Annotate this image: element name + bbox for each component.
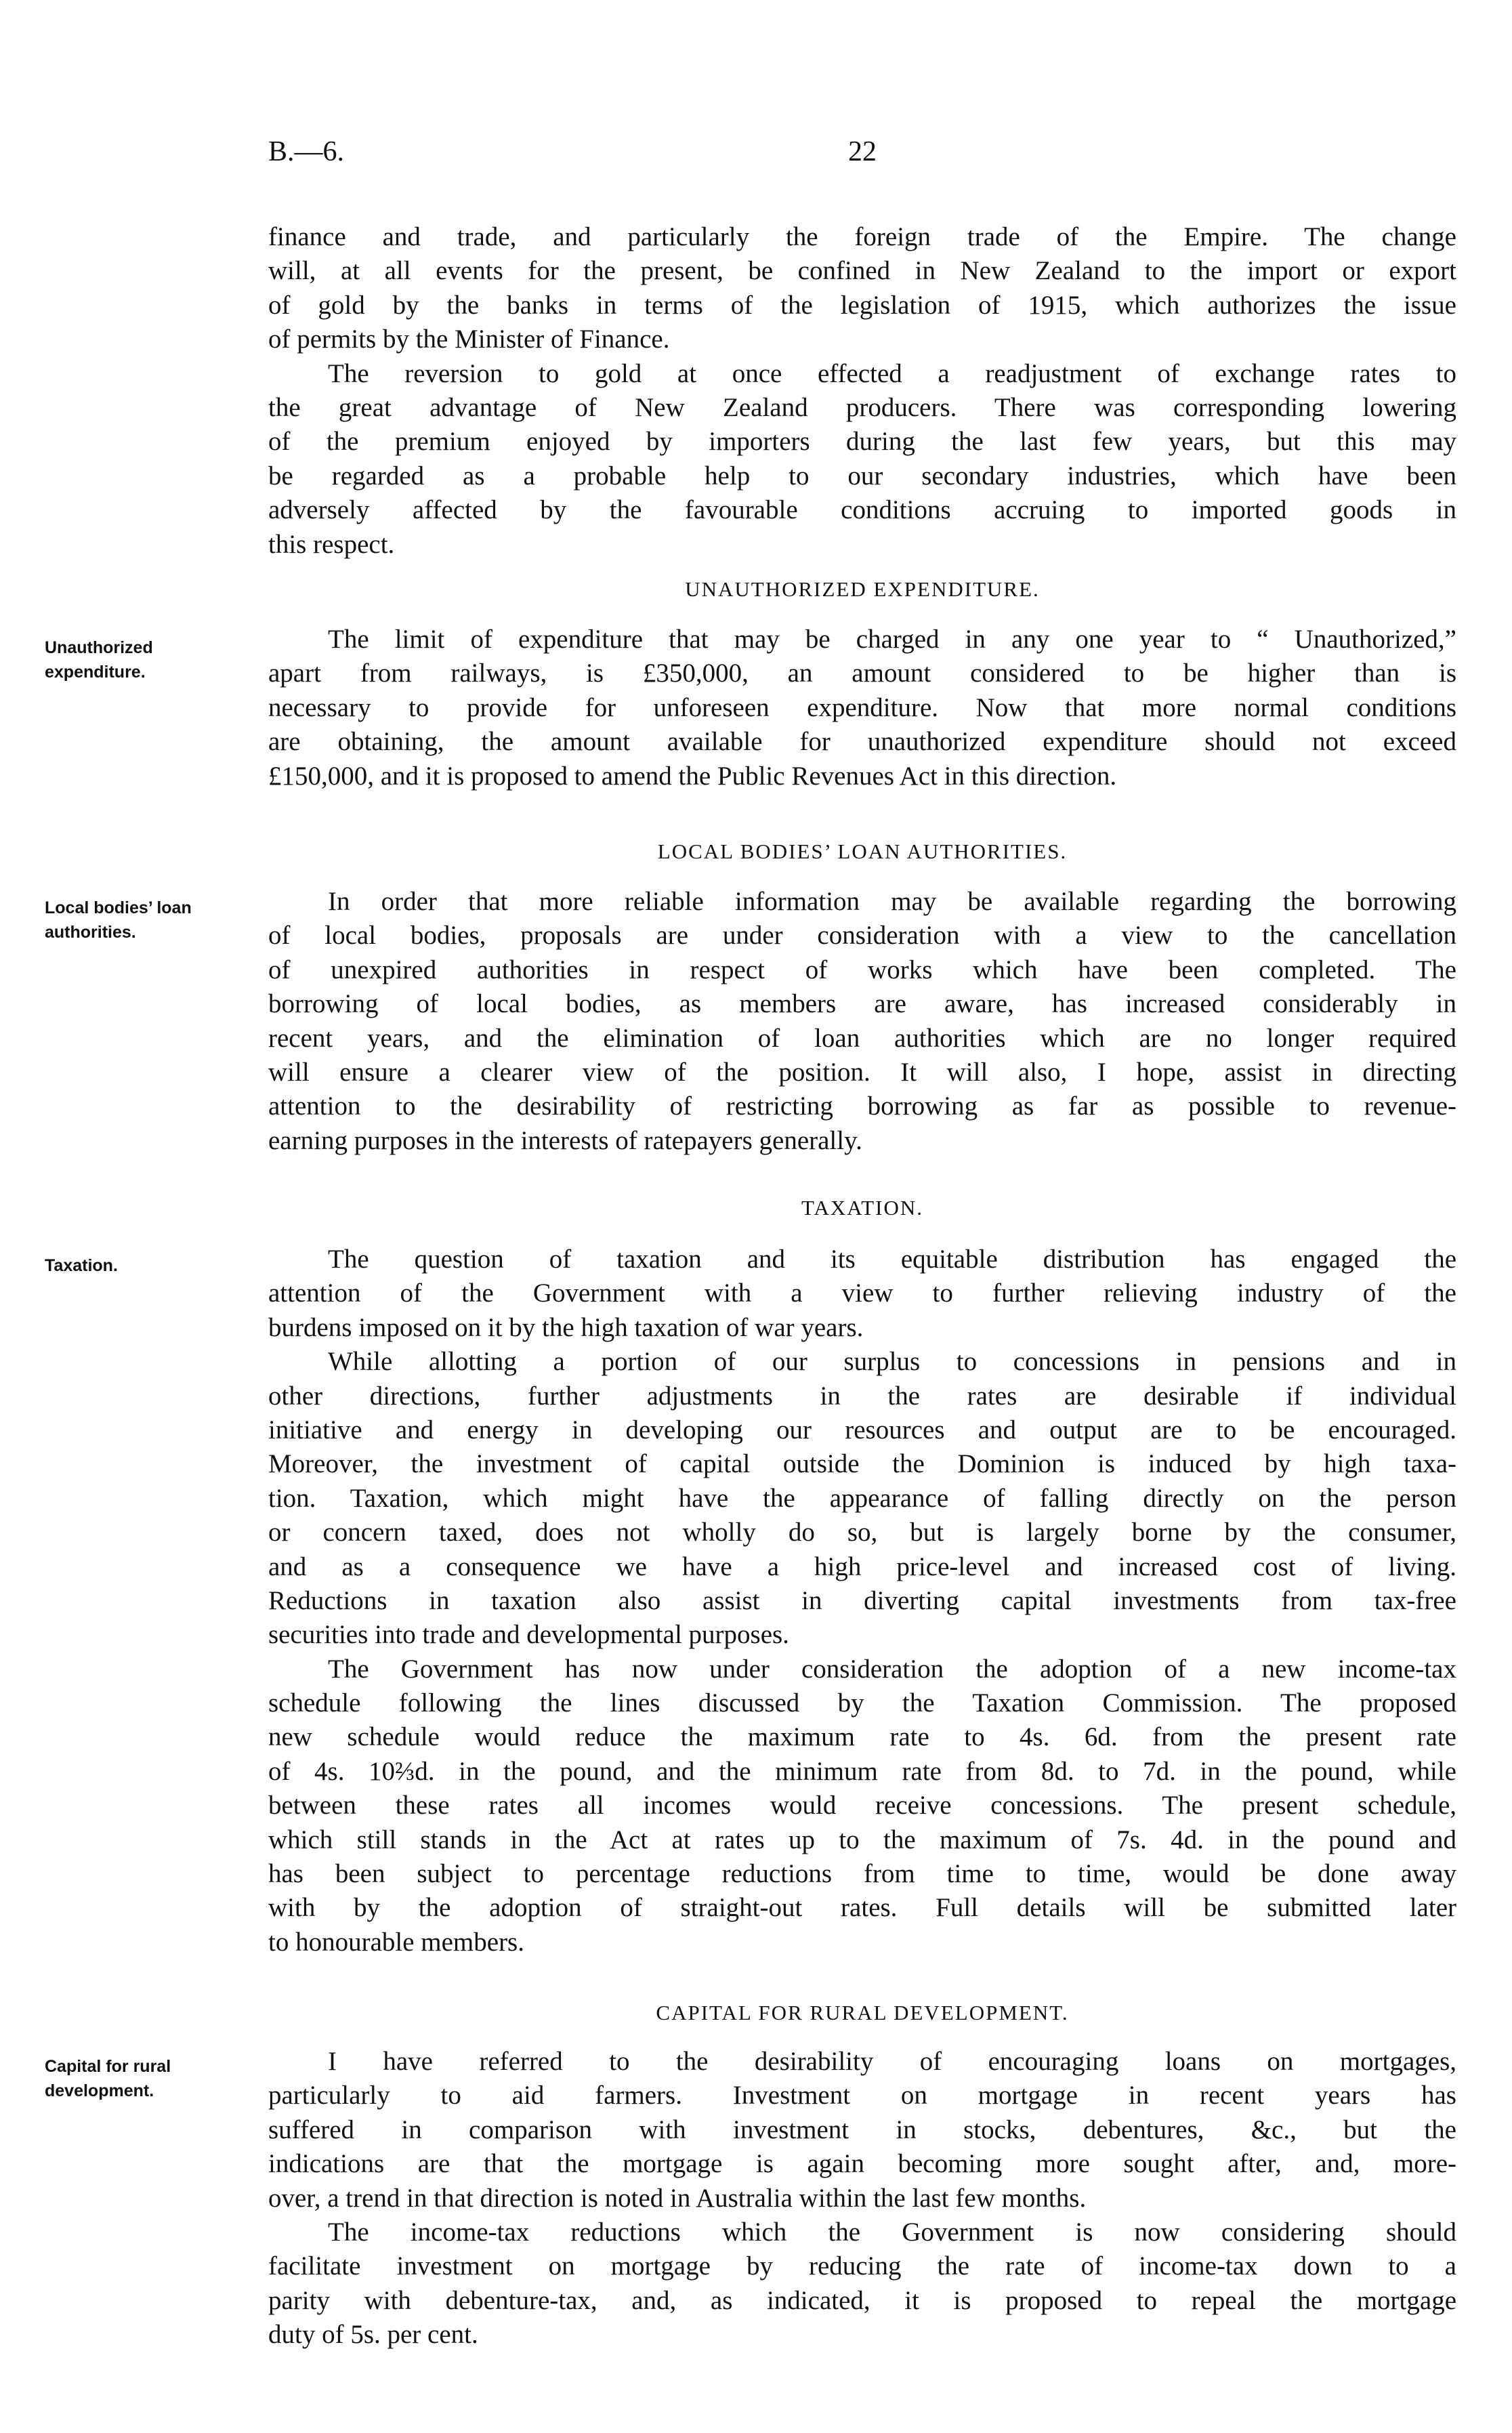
paragraph — [268, 357, 1456, 562]
text-line: be regarded as a probable help to our secondary industries, which have been — [268, 461, 1456, 491]
text-line: tion. Taxation, which might have the appearance of falling directly on the person — [268, 1483, 1456, 1513]
margin-note — [45, 2054, 241, 2103]
text-line: of unexpired authorities in respect of works which have been completed. The — [268, 955, 1456, 984]
section-body — [268, 1243, 1456, 1959]
text-line: to honourable members. — [268, 1927, 524, 1957]
margin-note-line: Capital for rural — [45, 2057, 171, 2076]
text-line: which still stands in the Act at rates up to the maximum of 7s. 4d. in the pound and — [268, 1825, 1456, 1854]
text-line: Reductions in taxation also assist in diverting capital investments from tax-free — [268, 1585, 1456, 1615]
margin-note — [45, 636, 241, 684]
page-number: 22 — [848, 136, 877, 167]
section-body — [268, 885, 1456, 1158]
text-line: I have referred to the desirability of encouraging loans on mortgages, — [328, 2047, 1456, 2076]
margin-note — [45, 1253, 241, 1278]
paragraph — [268, 1652, 1456, 1960]
text-line: and as a consequence we have a high price-level and increased cost of living. — [268, 1552, 1456, 1581]
text-line: of gold by the banks in terms of the legislation of 1915, which authorizes the issue — [268, 290, 1456, 320]
text-line: of 4s. 10⅔d. in the pound, and the minimum rate from 8d. to 7d. in the pound, while — [268, 1756, 1456, 1786]
text-line: indications are that the mortgage is again becoming more sought after, and, more- — [268, 2149, 1456, 2179]
paragraph — [268, 2045, 1456, 2216]
text-line: of the premium enjoyed by importers during the last few years, but this may — [268, 427, 1456, 457]
section-heading: LOCAL BODIES’ LOAN AUTHORITIES. — [657, 839, 1068, 863]
text-line: The reversion to gold at once effected a readjustment of exchange rates to — [328, 358, 1456, 388]
text-line: are obtaining, the amount available for unauthorized expenditure should not exceed — [268, 727, 1456, 757]
section-body — [268, 2045, 1456, 2352]
text-line: the great advantage of New Zealand producers. There was corresponding lowering — [268, 392, 1456, 422]
margin-note-line: Unauthorized — [45, 638, 153, 657]
section-heading: UNAUTHORIZED EXPENDITURE. — [685, 577, 1040, 601]
text-line: with by the adoption of straight-out rates. Full details will be submitted later — [268, 1893, 1456, 1923]
margin-note-line: Local bodies’ loan — [45, 898, 192, 917]
text-line: While allotting a portion of our surplus to concessions in pensions and in — [328, 1347, 1456, 1377]
text-line: In order that more reliable information may be available regarding the borrowing — [328, 887, 1456, 916]
text-line: burdens imposed on it by the high taxation of war years. — [268, 1312, 864, 1342]
text-line: earning purposes in the interests of ratepayers generally. — [268, 1125, 862, 1155]
section-heading: TAXATION. — [801, 1196, 923, 1220]
paragraph — [268, 885, 1456, 1158]
margin-note-line: development. — [45, 2081, 154, 2100]
margin-note-line: authorities. — [45, 923, 136, 942]
text-line: initiative and energy in developing our resources and output are to be encouraged. — [268, 1415, 1456, 1444]
text-line: borrowing of local bodies, as members are aware, has increased considerably in — [268, 989, 1456, 1019]
text-line: schedule following the lines discussed by the Taxation Commission. The proposed — [268, 1688, 1456, 1718]
text-line: duty of 5s. per cent. — [268, 2320, 478, 2350]
paragraph — [268, 220, 1456, 357]
text-line: between these rates all incomes would receive concessions. The present schedule, — [268, 1791, 1456, 1821]
margin-note-line: expenditure. — [45, 663, 146, 682]
paragraph — [268, 1243, 1456, 1345]
text-line: other directions, further adjustments in the rates are desirable if individual — [268, 1381, 1456, 1411]
section-heading: CAPITAL FOR RURAL DEVELOPMENT. — [656, 2001, 1069, 2024]
text-line: or concern taxed, does not wholly do so, but is largely borne by the consumer, — [268, 1518, 1456, 1547]
text-line: particularly to aid farmers. Investment on mortgage in recent years has — [268, 2081, 1456, 2110]
paragraph — [268, 1345, 1456, 1652]
text-line: securities into trade and developmental purposes. — [268, 1620, 789, 1650]
text-line: necessary to provide for unforeseen expenditure. Now that more normal conditions — [268, 692, 1456, 722]
section-body — [268, 623, 1456, 793]
text-line: facilitate investment on mortgage by reducing the rate of income-tax down to a — [268, 2251, 1456, 2281]
text-line: adversely affected by the favourable conditions accruing to imported goods in — [268, 495, 1456, 525]
text-line: £150,000, and it is proposed to amend the Public Revenues Act in this direction. — [268, 761, 1117, 791]
text-line: The Government has now under consideration the adoption of a new income-tax — [328, 1654, 1456, 1684]
text-line: of permits by the Minister of Finance. — [268, 325, 670, 354]
text-line: suffered in comparison with investment in stocks, debentures, &c., but the — [268, 2115, 1456, 2144]
text-line: The question of taxation and its equitable distribution has engaged the — [328, 1245, 1456, 1274]
section-body — [268, 220, 1456, 562]
paragraph — [268, 623, 1456, 793]
text-line: finance and trade, and particularly the foreign trade of the Empire. The change — [268, 222, 1456, 251]
text-line: Moreover, the investment of capital outside the Dominion is induced by high taxa- — [268, 1449, 1456, 1479]
text-line: attention of the Government with a view to further relieving industry of the — [268, 1278, 1456, 1308]
text-line: over, a trend in that direction is noted in Australia within the last few months. — [268, 2183, 1087, 2213]
text-line: will, at all events for the present, be confined in New Zealand to the import or export — [268, 256, 1456, 286]
text-line: The income-tax reductions which the Government is now considering should — [328, 2217, 1456, 2247]
text-line: of local bodies, proposals are under consideration with a view to the cancellation — [268, 921, 1456, 951]
text-line: has been subject to percentage reductions from time to time, would be done away — [268, 1859, 1456, 1889]
text-line: attention to the desirability of restricting borrowing as far as possible to revenue- — [268, 1091, 1456, 1121]
text-line: will ensure a clearer view of the position. It will also, I hope, assist in directing — [268, 1057, 1456, 1087]
paragraph — [268, 2216, 1456, 2352]
document-reference: B.—6. — [268, 136, 345, 167]
text-line: apart from railways, is £350,000, an amount considered to be higher than is — [268, 659, 1456, 688]
text-line: The limit of expenditure that may be charged in any one year to “ Unauthorized,” — [328, 625, 1456, 654]
margin-note — [45, 896, 241, 944]
text-line: new schedule would reduce the maximum rate to 4s. 6d. from the present rate — [268, 1722, 1456, 1752]
text-line: parity with debenture-tax, and, as indicated, it is proposed to repeal the mortgage — [268, 2285, 1456, 2315]
text-line: recent years, and the elimination of loan authorities which are no longer required — [268, 1023, 1456, 1053]
text-line: this respect. — [268, 529, 395, 559]
margin-note-line: Taxation. — [45, 1256, 118, 1275]
